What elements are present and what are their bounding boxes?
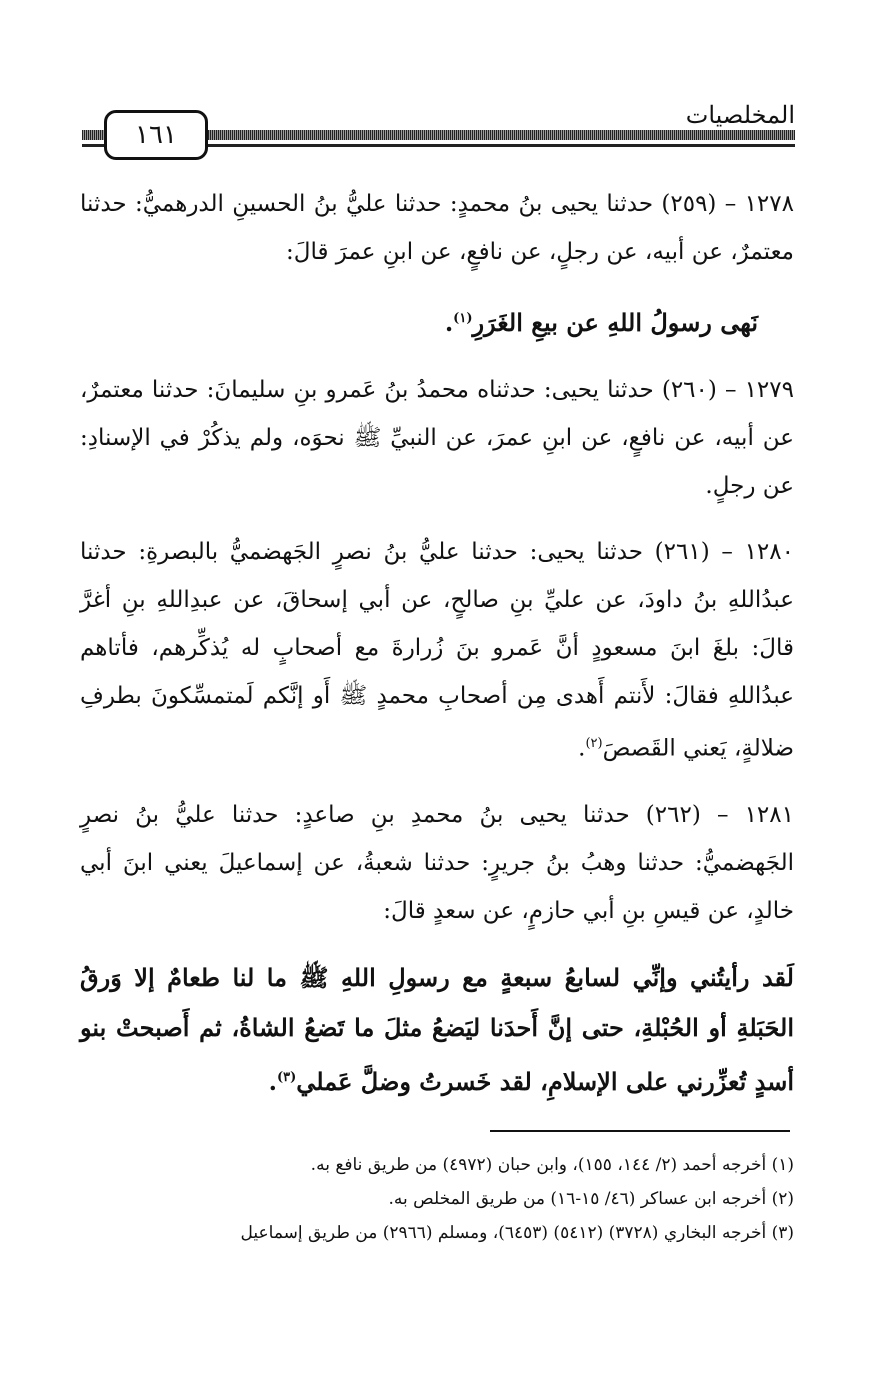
footnote-ref-2[interactable]: (٢) (585, 736, 603, 751)
footnote-separator (490, 1130, 790, 1132)
hadith-1278-isnad: ١٢٧٨ – (٢٥٩) حدثنا يحيى بنُ محمدٍ: حدثنا عليُّ بنُ الحسينِ الدرهميُّ: حدثنا معتمرٌ، عن أبيه، عن رجلٍ، عن نافعٍ، عن ابنِ عمرَ قالَ: (80, 191, 794, 265)
footnote-3: (٣) أخرجه البخاري (٣٧٢٨) (٥٤١٢) (٦٤٥٣)، ومسلم (٢٩٦٦) من طريق إسماعيل (240, 1223, 794, 1243)
footnote-ref-1[interactable]: (١) (453, 311, 473, 326)
footnote-2: (٢) أخرجه ابن عساكر (٤٦/ ١٥-١٦) من طريق المخلص به. (388, 1189, 794, 1209)
hadith-1280: ١٢٨٠ – (٢٦١) حدثنا يحيى: حدثنا عليُّ بنُ نصرٍ الجَهضميُّ بالبصرةِ: حدثنا عبدُاللهِ بنُ داودَ، عن عليِّ بنِ صالحٍ، عن أبي إسحاقَ، عن عبدِاللهِ بنِ أغرَّ قالَ: بلغَ ابنَ مسعودٍ أنَّ عَمرو بنَ زُرارةَ مع أصحابٍ له يُذكِّرهم، فأتاهم عبدُاللهِ فقالَ: لأَنتم أَهدى مِن أصحابِ محمدٍ ﷺ أَو إنَّكم لَمتمسِّكونَ بطرفِ ضلالةٍ، يَعني القَصصَ$^{(٢)}$. (80, 539, 794, 762)
footnote-1: (١) أخرجه أحمد (٢/ ١٤٤، ١٥٥)، وابن حبان (٤٩٧٢) من طريق نافع به. (310, 1155, 794, 1175)
footnote-ref-3[interactable]: (٣) (276, 1069, 297, 1085)
hadith-1281-matn: لَقد رأيتُني وإنِّي لسابعُ سبعةٍ مع رسولِ اللهِ ﷺ ما لنا طعامٌ إلا وَرقُ الحَبَلةِ أو الحُبْلةِ، حتى إنَّ أَحدَنا ليَضعُ مثلَ ما تَضعُ الشاةُ، ثم أَصبحتْ بنو أسدٍ تُعزِّرني على الإسلامِ، لقد خَسرتُ وضلَّ عَملي$^{(٣)}$. (80, 962, 794, 1096)
running-title: المخلصيات (676, 102, 795, 128)
footnotes (80, 1148, 794, 1250)
page-number: ١٦١ (104, 110, 208, 160)
main-text (80, 180, 794, 1125)
hadith-1279: ١٢٧٩ – (٢٦٠) حدثنا يحيى: حدثناه محمدُ بنُ عَمرو بنِ سليمانَ: حدثنا معتمرٌ، عن أبيه، عن نافعٍ، عن ابنِ عمرَ، عن النبيِّ ﷺ نحوَه، ولم يذكُرْ في الإسنادِ: عن رجلٍ. (80, 377, 794, 499)
page-header (82, 102, 795, 162)
hadith-1278-matn: نَهى رسولُ اللهِ عن بيعِ الغَرَرِ$^{(١)}$. (444, 308, 758, 337)
hadith-1281-isnad: ١٢٨١ – (٢٦٢) حدثنا يحيى بنُ محمدِ بنِ صاعدٍ: حدثنا عليُّ بنُ نصرٍ الجَهضميُّ: حدثنا وهبُ بنُ جريرٍ: حدثنا شعبةُ، عن إسماعيلَ يعني ابنَ أبي خالدٍ، عن قيسِ بنِ أبي حازمٍ، عن سعدٍ قالَ: (80, 801, 794, 924)
